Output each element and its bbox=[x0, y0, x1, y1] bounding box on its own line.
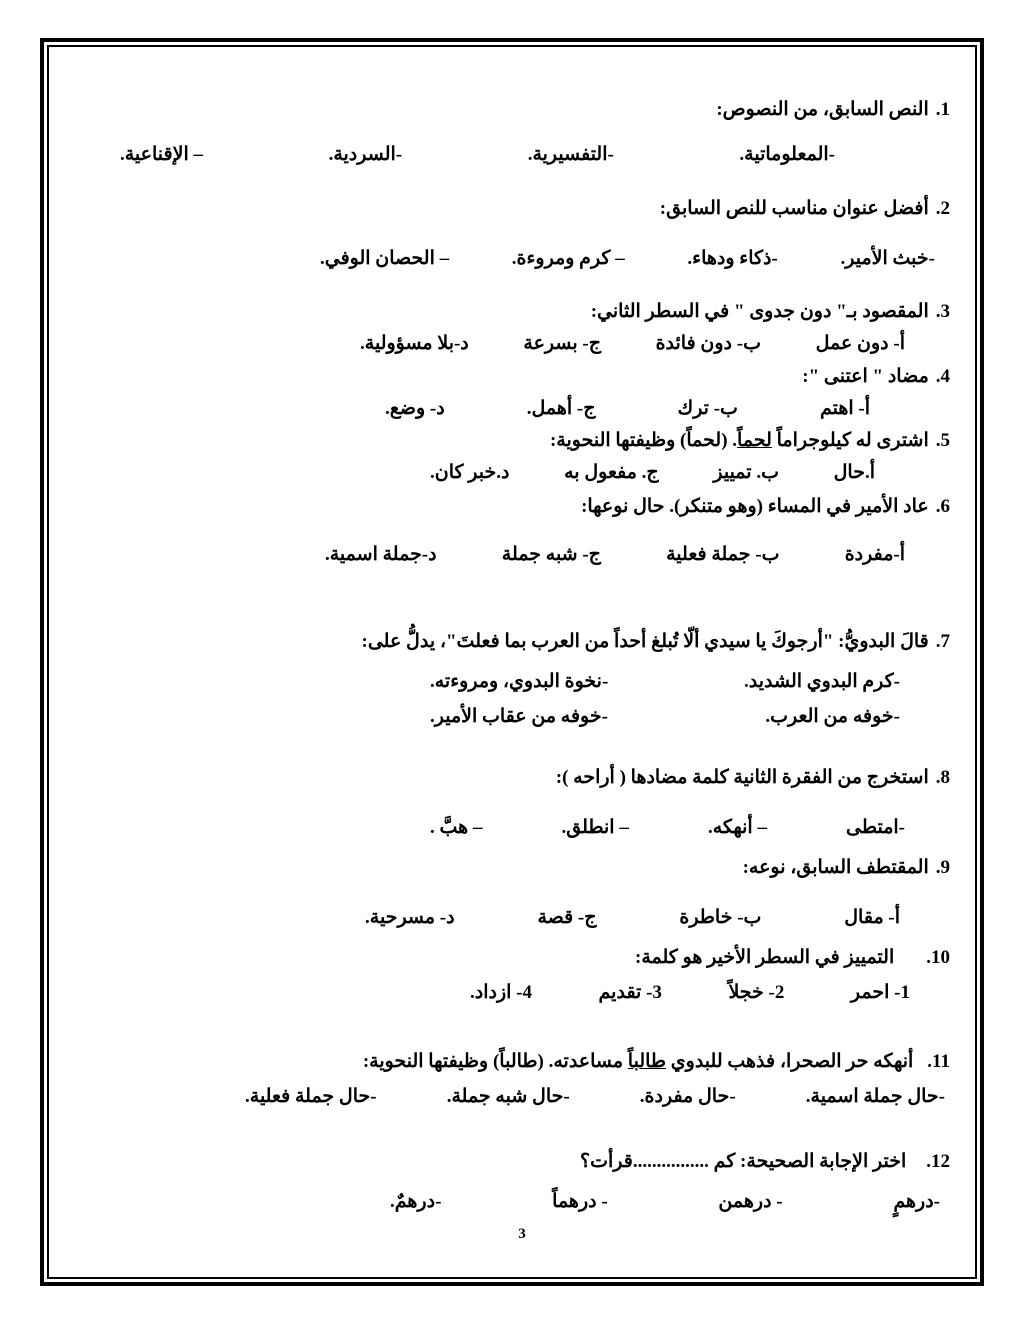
question-text: مضاد " اعتنى ": bbox=[802, 366, 929, 387]
question-9-title bbox=[94, 855, 950, 881]
option: -المعلوماتية. bbox=[739, 144, 835, 165]
question-text: أفضل عنوان مناسب للنص السابق: bbox=[659, 198, 929, 219]
option: -ذكاء ودهاء. bbox=[687, 248, 778, 269]
option: -خوفه من عقاب الأمير. bbox=[430, 706, 608, 727]
underlined-word: طالباً bbox=[627, 1051, 667, 1072]
question-text: عاد الأمير في المساء (وهو متنكر). حال نوعها: bbox=[581, 496, 929, 517]
question-text: النص السابق، من النصوص: bbox=[716, 99, 929, 120]
option: -حال شبه جملة. bbox=[446, 1086, 570, 1107]
option: ب- جملة فعلية bbox=[666, 544, 780, 565]
option: -خبث الأمير. bbox=[840, 248, 935, 269]
question-7-title bbox=[94, 629, 950, 655]
question-2-title bbox=[94, 196, 950, 222]
option: -درهمٌ. bbox=[390, 1191, 442, 1212]
question-number: 11. bbox=[927, 1051, 950, 1072]
question-11 bbox=[94, 1049, 950, 1110]
question-3-options bbox=[360, 331, 905, 357]
option: ج- أهمل. bbox=[526, 398, 596, 419]
question-text: أنهكه حر الصحرا، فذهب للبدوي bbox=[666, 1051, 914, 1072]
option: أ- دون عمل bbox=[815, 333, 905, 354]
question-number: 1. bbox=[935, 99, 950, 120]
option: -التفسيرية. bbox=[527, 144, 614, 165]
page-number: 3 bbox=[518, 1226, 526, 1242]
option: – انطلق. bbox=[561, 817, 629, 838]
question-7 bbox=[94, 629, 950, 730]
question-text: استخرج من الفقرة الثانية كلمة مضادها ( أراحه ): bbox=[555, 767, 929, 788]
option: -كرم البدوي الشديد. bbox=[744, 671, 900, 692]
option: – كرم ومروءة. bbox=[511, 248, 625, 269]
option: 1- احمر bbox=[850, 982, 910, 1003]
question-3 bbox=[94, 299, 950, 357]
option: د-جملة اسمية. bbox=[325, 544, 437, 565]
question-number: 3. bbox=[935, 301, 950, 322]
question-6-options bbox=[325, 542, 905, 568]
option: -حال جملة اسمية. bbox=[805, 1086, 945, 1107]
question-1 bbox=[94, 97, 950, 168]
option: -درهمٍ bbox=[893, 1191, 940, 1212]
question-number: 2. bbox=[935, 198, 950, 219]
option: أ- اهتم bbox=[819, 398, 870, 419]
question-text: المقتطف السابق، نوعه: bbox=[742, 857, 929, 878]
question-4-options bbox=[385, 396, 870, 422]
option: -حال جملة فعلية. bbox=[245, 1086, 377, 1107]
option: ب. تمييز bbox=[713, 462, 779, 483]
question-text: مساعدته. (طالباً) وظيفتها النحوية: bbox=[362, 1051, 628, 1072]
question-text: اختر الإجابة الصحيحة: كم ................قرأت؟ bbox=[580, 1151, 907, 1172]
question-9 bbox=[94, 855, 950, 931]
question-11-options bbox=[245, 1084, 945, 1110]
question-text: اشترى له كيلوجراماً bbox=[771, 430, 929, 451]
option: د- مسرحية. bbox=[365, 907, 455, 928]
question-6 bbox=[94, 494, 950, 568]
question-text: التمييز في السطر الأخير هو كلمة: bbox=[635, 947, 895, 968]
option: – الإقناعية. bbox=[120, 144, 203, 165]
question-10-options bbox=[470, 980, 910, 1006]
question-7-options-row-1 bbox=[430, 669, 900, 695]
question-11-title bbox=[94, 1049, 950, 1075]
question-9-options bbox=[365, 905, 900, 931]
question-8-title bbox=[94, 765, 950, 791]
question-4 bbox=[94, 364, 950, 422]
question-text: المقصود بـ" دون جدوى " في السطر الثاني: bbox=[590, 301, 929, 322]
option: -حال مفردة. bbox=[639, 1086, 736, 1107]
question-8-options bbox=[430, 815, 905, 841]
option: – أنهكه. bbox=[707, 817, 767, 838]
question-8 bbox=[94, 765, 950, 841]
question-6-title bbox=[94, 494, 950, 520]
underlined-word: لحماً bbox=[737, 430, 772, 451]
option: د.خبر كان. bbox=[430, 462, 510, 483]
question-10 bbox=[94, 945, 950, 1006]
option: ج- شبه جملة bbox=[501, 544, 601, 565]
option: ج. مفعول به bbox=[564, 462, 659, 483]
option: أ-مفردة bbox=[844, 544, 905, 565]
question-1-title bbox=[94, 97, 950, 123]
option: 3- تقديم bbox=[598, 982, 662, 1003]
question-5-options bbox=[430, 460, 875, 486]
question-text: قالَ البدويُّ: "أرجوكَ يا سيدي ألّا تُبلغ أحداً من العرب بما فعلتَ"، يدلُّ على: bbox=[361, 631, 929, 652]
question-5-title bbox=[94, 428, 950, 454]
option: - درهماً bbox=[552, 1191, 608, 1212]
question-7-options-row-2 bbox=[430, 704, 900, 730]
option: ب- دون فائدة bbox=[655, 333, 761, 354]
question-4-title bbox=[94, 364, 950, 390]
question-2-options bbox=[320, 246, 935, 272]
option: أ.حال bbox=[833, 462, 875, 483]
option: -السردية. bbox=[328, 144, 403, 165]
question-number: 7. bbox=[935, 631, 950, 652]
option: – الحصان الوفي. bbox=[320, 248, 450, 269]
option: – هبَّ . bbox=[430, 817, 483, 838]
option: -نخوة البدوي، ومروءته. bbox=[430, 671, 609, 692]
option: - درهمن bbox=[718, 1191, 783, 1212]
question-12-options bbox=[390, 1189, 940, 1215]
question-12-title bbox=[94, 1149, 950, 1175]
question-1-options bbox=[120, 142, 835, 168]
question-number: 4. bbox=[935, 366, 950, 387]
option: د-بلا مسؤولية. bbox=[360, 333, 469, 354]
option: ج- بسرعة bbox=[523, 333, 601, 354]
option: ج- قصة bbox=[537, 907, 597, 928]
option: أ- مقال bbox=[844, 907, 900, 928]
option: -خوفه من العرب. bbox=[765, 706, 900, 727]
question-number: 10. bbox=[926, 947, 950, 968]
option: 2- خجلاً bbox=[728, 982, 785, 1003]
question-number: 12. bbox=[926, 1151, 950, 1172]
option: -امتطى bbox=[846, 817, 905, 838]
question-number: 9. bbox=[935, 857, 950, 878]
question-10-title bbox=[94, 945, 950, 971]
question-number: 5. bbox=[935, 430, 950, 451]
option: ب- ترك bbox=[677, 398, 738, 419]
option: 4- ازداد. bbox=[470, 982, 532, 1003]
question-2 bbox=[94, 196, 950, 272]
question-5 bbox=[94, 428, 950, 486]
option: د- وضع. bbox=[385, 398, 445, 419]
question-number: 8. bbox=[935, 767, 950, 788]
document-page bbox=[94, 97, 950, 1276]
option: ب- خاطرة bbox=[679, 907, 762, 928]
question-3-title bbox=[94, 299, 950, 325]
question-number: 6. bbox=[935, 496, 950, 517]
question-text: . (لحماً) وظيفتها النحوية: bbox=[549, 430, 738, 451]
page-border-frame bbox=[40, 38, 984, 1286]
question-12 bbox=[94, 1149, 950, 1215]
